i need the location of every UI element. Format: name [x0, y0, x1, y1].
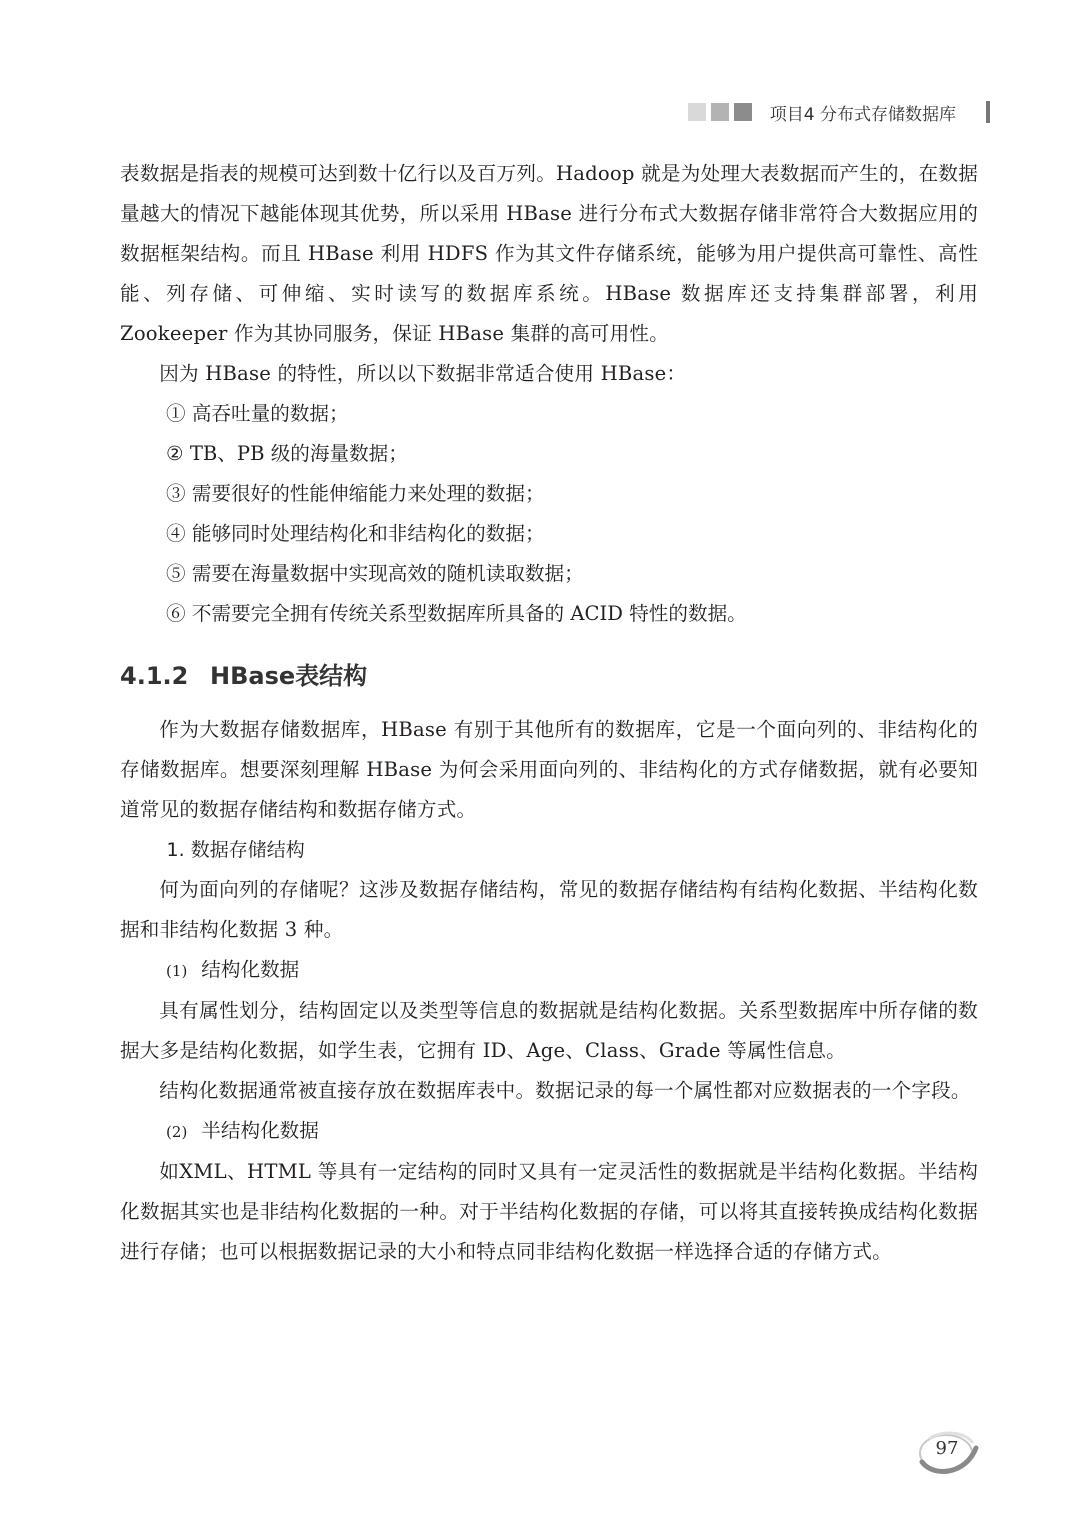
list-item: ④ 能够同时处理结构化和非结构化的数据； [166, 522, 545, 545]
subsection-title: 结构化数据 [201, 958, 300, 981]
section-number: 4.1.2 [120, 662, 189, 690]
section-title: HBase表结构 [210, 662, 368, 690]
chapter-title: 项目4 分布式存储数据库 [769, 104, 956, 125]
header-square-dark [734, 103, 752, 121]
body-paragraph: 结构化数据通常被直接存放在数据库表中。数据记录的每一个属性都对应数据表的一个字段。 [159, 1079, 971, 1102]
page-body [120, 154, 978, 1272]
body-paragraph: 因为 HBase 的特性，所以以下数据非常适合使用 HBase： [159, 362, 687, 385]
page-number [916, 1428, 980, 1478]
page-number-text: 97 [935, 1438, 959, 1459]
body-paragraph: 具有属性划分，结构固定以及类型等信息的数据就是结构化数据。关系型数据库中所存储的数据大多是结构化数据，如学生表，它拥有 ID、Age、Class、Grade 等属性信息。 [120, 999, 978, 1062]
list-item: ② TB、PB 级的海量数据； [166, 442, 408, 465]
subsection-heading [120, 950, 978, 991]
section-heading [120, 654, 978, 698]
subsection-title: 半结构化数据 [201, 1119, 319, 1142]
header-square-light [688, 103, 706, 121]
header-square-mid [711, 103, 729, 121]
running-header [688, 98, 990, 126]
body-paragraph: 何为面向列的存储呢？这涉及数据存储结构，常见的数据存储结构有结构化数据、半结构化数据和非结构化数据 3 种。 [120, 878, 978, 941]
subsection-heading [120, 1111, 978, 1152]
body-paragraph: 作为大数据存储数据库，HBase 有别于其他所有的数据库，它是一个面向列的、非结构化的存储数据库。想要深刻理解 HBase 为何会采用面向列的、非结构化的方式存储数据，就有必要知道常见的数据存储结构和数据存储方式。 [120, 718, 978, 821]
header-bar [986, 101, 990, 123]
list-item: ③ 需要很好的性能伸缩能力来处理的数据； [166, 482, 545, 505]
subheading: 1. 数据存储结构 [166, 839, 305, 861]
subsection-marker: (1) [166, 962, 188, 980]
list-item: ⑤ 需要在海量数据中实现高效的随机读取数据； [166, 562, 584, 585]
body-paragraph: 表数据是指表的规模可达到数十亿行以及百万列。Hadoop 就是为处理大表数据而产生的，在数据量越大的情况下越能体现其优势，所以采用 HBase 进行分布式大数据存储非常符合大数据应用的数据框架结构。而且 HBase 利用 HDFS 作为其文件存储系统，能够为用户提供高可靠性、高性能、列存储、可伸缩、实时读写的数据库系统。HBase 数据库还支持集群部署，利用 Zookeeper 作为其协同服务，保证 HBase 集群的高可用性。 [120, 162, 978, 345]
list-item: ① 高吞吐量的数据； [166, 402, 349, 425]
subsection-marker: (2) [166, 1123, 188, 1141]
list-item: ⑥ 不需要完全拥有传统关系型数据库所具备的 ACID 特性的数据。 [166, 602, 747, 625]
body-paragraph: 如XML、HTML 等具有一定结构的同时又具有一定灵活性的数据就是半结构化数据。半结构化数据其实也是非结构化数据的一种。对于半结构化数据的存储，可以将其直接转换成结构化数据进行存储；也可以根据数据记录的大小和特点同非结构化数据一样选择合适的存储方式。 [120, 1160, 978, 1263]
